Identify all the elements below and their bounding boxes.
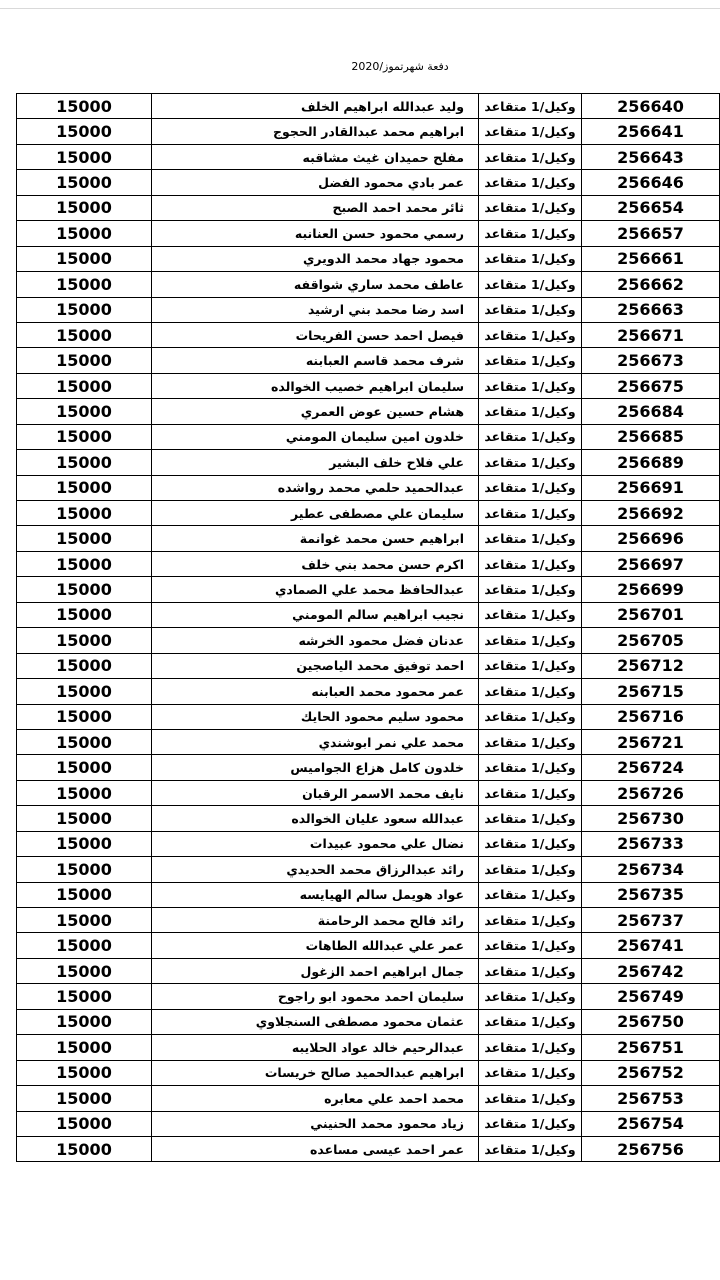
status-cell: وكيل/1 متقاعد (478, 781, 581, 805)
status-cell: وكيل/1 متقاعد (478, 119, 581, 143)
table-row (16, 552, 720, 577)
id-cell: 256712 (581, 654, 719, 678)
status-cell: وكيل/1 متقاعد (478, 730, 581, 754)
name-cell: ابراهيم محمد عبدالقادر الحجوج (151, 119, 478, 143)
id-cell: 256673 (581, 348, 719, 372)
id-cell: 256735 (581, 883, 719, 907)
status-cell: وكيل/1 متقاعد (478, 806, 581, 830)
id-cell: 256699 (581, 577, 719, 601)
id-cell: 256684 (581, 399, 719, 423)
table-row (16, 145, 720, 170)
table-row (16, 94, 720, 119)
amount-cell: 15000 (16, 119, 151, 143)
amount-cell: 15000 (16, 679, 151, 703)
table-row (16, 806, 720, 831)
status-cell: وكيل/1 متقاعد (478, 221, 581, 245)
name-cell: هشام حسين عوض العمري (151, 399, 478, 423)
id-cell: 256643 (581, 145, 719, 169)
table-row (16, 476, 720, 501)
id-cell: 256751 (581, 1035, 719, 1059)
id-cell: 256742 (581, 959, 719, 983)
id-cell: 256749 (581, 984, 719, 1008)
name-cell: عبدالله سعود عليان الخوالده (151, 806, 478, 830)
id-cell: 256641 (581, 119, 719, 143)
status-cell: وكيل/1 متقاعد (478, 247, 581, 271)
status-cell: وكيل/1 متقاعد (478, 196, 581, 220)
amount-cell: 15000 (16, 1061, 151, 1085)
amount-cell: 15000 (16, 526, 151, 550)
status-cell: وكيل/1 متقاعد (478, 552, 581, 576)
amount-cell: 15000 (16, 603, 151, 627)
status-cell: وكيل/1 متقاعد (478, 654, 581, 678)
amount-cell: 15000 (16, 501, 151, 525)
id-cell: 256697 (581, 552, 719, 576)
amount-cell: 15000 (16, 348, 151, 372)
name-cell: اسد رضا محمد بني ارشيد (151, 298, 478, 322)
name-cell: شرف محمد قاسم العبابنه (151, 348, 478, 372)
amount-cell: 15000 (16, 170, 151, 194)
status-cell: وكيل/1 متقاعد (478, 1061, 581, 1085)
table-row (16, 298, 720, 323)
id-cell: 256654 (581, 196, 719, 220)
amount-cell: 15000 (16, 94, 151, 118)
id-cell: 256721 (581, 730, 719, 754)
amount-cell: 15000 (16, 247, 151, 271)
name-cell: عمر بادي محمود الفضل (151, 170, 478, 194)
amount-cell: 15000 (16, 552, 151, 576)
id-cell: 256685 (581, 425, 719, 449)
table-row (16, 857, 720, 882)
id-cell: 256661 (581, 247, 719, 271)
table-row (16, 1137, 720, 1162)
name-cell: وليد عبدالله ابراهيم الخلف (151, 94, 478, 118)
status-cell: وكيل/1 متقاعد (478, 705, 581, 729)
name-cell: عبدالحافظ محمد علي الصمادي (151, 577, 478, 601)
amount-cell: 15000 (16, 399, 151, 423)
id-cell: 256689 (581, 450, 719, 474)
amount-cell: 15000 (16, 450, 151, 474)
table-row (16, 679, 720, 704)
id-cell: 256646 (581, 170, 719, 194)
id-cell: 256675 (581, 374, 719, 398)
id-cell: 256737 (581, 908, 719, 932)
table-row (16, 501, 720, 526)
id-cell: 256752 (581, 1061, 719, 1085)
name-cell: نضال علي محمود عبيدات (151, 832, 478, 856)
id-cell: 256724 (581, 755, 719, 779)
amount-cell: 15000 (16, 933, 151, 957)
status-cell: وكيل/1 متقاعد (478, 883, 581, 907)
amount-cell: 15000 (16, 1112, 151, 1136)
amount-cell: 15000 (16, 832, 151, 856)
table-row (16, 247, 720, 272)
name-cell: خلدون امين سليمان المومني (151, 425, 478, 449)
amount-cell: 15000 (16, 1137, 151, 1161)
status-cell: وكيل/1 متقاعد (478, 374, 581, 398)
id-cell: 256692 (581, 501, 719, 525)
status-cell: وكيل/1 متقاعد (478, 145, 581, 169)
table-row (16, 221, 720, 246)
status-cell: وكيل/1 متقاعد (478, 1086, 581, 1110)
id-cell: 256715 (581, 679, 719, 703)
status-cell: وكيل/1 متقاعد (478, 323, 581, 347)
amount-cell: 15000 (16, 1035, 151, 1059)
table-row (16, 399, 720, 424)
table-row (16, 272, 720, 297)
name-cell: عمر احمد عيسى مساعده (151, 1137, 478, 1161)
page-title: دفعة شهرتموز/2020 (351, 60, 449, 73)
table-row (16, 730, 720, 755)
amount-cell: 15000 (16, 781, 151, 805)
id-cell: 256657 (581, 221, 719, 245)
status-cell: وكيل/1 متقاعد (478, 1112, 581, 1136)
id-cell: 256691 (581, 476, 719, 500)
table-row (16, 959, 720, 984)
table-row (16, 908, 720, 933)
name-cell: عمر علي عبدالله الطاهات (151, 933, 478, 957)
table-row (16, 781, 720, 806)
table-row (16, 1010, 720, 1035)
amount-cell: 15000 (16, 730, 151, 754)
table-row (16, 526, 720, 551)
name-cell: عاطف محمد ساري شواقفه (151, 272, 478, 296)
amount-cell: 15000 (16, 577, 151, 601)
table-row (16, 654, 720, 679)
table-row (16, 755, 720, 780)
name-cell: محمد احمد علي معابره (151, 1086, 478, 1110)
amount-cell: 15000 (16, 705, 151, 729)
name-cell: عبدالحميد حلمي محمد رواشده (151, 476, 478, 500)
id-cell: 256753 (581, 1086, 719, 1110)
amount-cell: 15000 (16, 628, 151, 652)
name-cell: عثمان محمود مصطفى السنجلاوي (151, 1010, 478, 1034)
id-cell: 256696 (581, 526, 719, 550)
table-row (16, 577, 720, 602)
amount-cell: 15000 (16, 374, 151, 398)
table-row (16, 1112, 720, 1137)
table-row (16, 832, 720, 857)
status-cell: وكيل/1 متقاعد (478, 755, 581, 779)
name-cell: فيصل احمد حسن الفريحات (151, 323, 478, 347)
id-cell: 256734 (581, 857, 719, 881)
id-cell: 256750 (581, 1010, 719, 1034)
status-cell: وكيل/1 متقاعد (478, 425, 581, 449)
id-cell: 256733 (581, 832, 719, 856)
table-row (16, 705, 720, 730)
amount-cell: 15000 (16, 425, 151, 449)
status-cell: وكيل/1 متقاعد (478, 679, 581, 703)
status-cell: وكيل/1 متقاعد (478, 501, 581, 525)
status-cell: وكيل/1 متقاعد (478, 399, 581, 423)
status-cell: وكيل/1 متقاعد (478, 577, 581, 601)
amount-cell: 15000 (16, 298, 151, 322)
table-row (16, 1035, 720, 1060)
status-cell: وكيل/1 متقاعد (478, 1035, 581, 1059)
amount-cell: 15000 (16, 908, 151, 932)
table-row (16, 374, 720, 399)
name-cell: زياد محمود محمد الحنيني (151, 1112, 478, 1136)
status-cell: وكيل/1 متقاعد (478, 476, 581, 500)
id-cell: 256701 (581, 603, 719, 627)
amount-cell: 15000 (16, 806, 151, 830)
amount-cell: 15000 (16, 145, 151, 169)
amount-cell: 15000 (16, 755, 151, 779)
amount-cell: 15000 (16, 883, 151, 907)
name-cell: عمر محمود محمد العبابنه (151, 679, 478, 703)
id-cell: 256756 (581, 1137, 719, 1161)
name-cell: محمود سليم محمود الحايك (151, 705, 478, 729)
amount-cell: 15000 (16, 1086, 151, 1110)
status-cell: وكيل/1 متقاعد (478, 450, 581, 474)
amount-cell: 15000 (16, 984, 151, 1008)
id-cell: 256640 (581, 94, 719, 118)
top-divider (0, 8, 720, 9)
id-cell: 256741 (581, 933, 719, 957)
table-row (16, 196, 720, 221)
table-row (16, 603, 720, 628)
amount-cell: 15000 (16, 272, 151, 296)
id-cell: 256662 (581, 272, 719, 296)
amount-cell: 15000 (16, 196, 151, 220)
name-cell: رائد فالح محمد الرحامنة (151, 908, 478, 932)
table-row (16, 933, 720, 958)
amount-cell: 15000 (16, 323, 151, 347)
status-cell: وكيل/1 متقاعد (478, 933, 581, 957)
amount-cell: 15000 (16, 959, 151, 983)
name-cell: سليمان علي مصطفى عطير (151, 501, 478, 525)
status-cell: وكيل/1 متقاعد (478, 1137, 581, 1161)
status-cell: وكيل/1 متقاعد (478, 857, 581, 881)
name-cell: رائد عبدالرزاق محمد الحديدي (151, 857, 478, 881)
id-cell: 256663 (581, 298, 719, 322)
name-cell: خلدون كامل هزاع الجواميس (151, 755, 478, 779)
name-cell: ابراهيم عبدالحميد صالح خريسات (151, 1061, 478, 1085)
name-cell: محمود جهاد محمد الدويري (151, 247, 478, 271)
amount-cell: 15000 (16, 1010, 151, 1034)
amount-cell: 15000 (16, 221, 151, 245)
status-cell: وكيل/1 متقاعد (478, 984, 581, 1008)
table-row (16, 119, 720, 144)
id-cell: 256671 (581, 323, 719, 347)
id-cell: 256716 (581, 705, 719, 729)
name-cell: ابراهيم حسن محمد غوانمة (151, 526, 478, 550)
status-cell: وكيل/1 متقاعد (478, 94, 581, 118)
status-cell: وكيل/1 متقاعد (478, 170, 581, 194)
table-row (16, 883, 720, 908)
status-cell: وكيل/1 متقاعد (478, 1010, 581, 1034)
payroll-table (16, 93, 720, 1162)
name-cell: سليمان ابراهيم خصيب الخوالده (151, 374, 478, 398)
id-cell: 256705 (581, 628, 719, 652)
status-cell: وكيل/1 متقاعد (478, 908, 581, 932)
status-cell: وكيل/1 متقاعد (478, 832, 581, 856)
table-row (16, 323, 720, 348)
name-cell: جمال ابراهيم احمد الزغول (151, 959, 478, 983)
table-row (16, 1086, 720, 1111)
name-cell: رسمي محمود حسن العنانبه (151, 221, 478, 245)
name-cell: عدنان فضل محمود الخرشه (151, 628, 478, 652)
name-cell: محمد علي نمر ابوشندي (151, 730, 478, 754)
table-row (16, 628, 720, 653)
status-cell: وكيل/1 متقاعد (478, 348, 581, 372)
name-cell: نجيب ابراهيم سالم المومني (151, 603, 478, 627)
status-cell: وكيل/1 متقاعد (478, 298, 581, 322)
name-cell: اكرم حسن محمد بني خلف (151, 552, 478, 576)
status-cell: وكيل/1 متقاعد (478, 603, 581, 627)
amount-cell: 15000 (16, 476, 151, 500)
table-row (16, 450, 720, 475)
name-cell: سليمان احمد محمود ابو راجوح (151, 984, 478, 1008)
id-cell: 256730 (581, 806, 719, 830)
status-cell: وكيل/1 متقاعد (478, 272, 581, 296)
table-row (16, 984, 720, 1009)
name-cell: علي فلاح خلف البشير (151, 450, 478, 474)
status-cell: وكيل/1 متقاعد (478, 959, 581, 983)
id-cell: 256754 (581, 1112, 719, 1136)
table-row (16, 170, 720, 195)
amount-cell: 15000 (16, 654, 151, 678)
status-cell: وكيل/1 متقاعد (478, 628, 581, 652)
table-row (16, 1061, 720, 1086)
name-cell: عواد هويمل سالم الهيايسه (151, 883, 478, 907)
amount-cell: 15000 (16, 857, 151, 881)
name-cell: مفلح حميدان غيث مشاقبه (151, 145, 478, 169)
status-cell: وكيل/1 متقاعد (478, 526, 581, 550)
name-cell: ثائر محمد احمد الصبح (151, 196, 478, 220)
id-cell: 256726 (581, 781, 719, 805)
name-cell: نايف محمد الاسمر الرقبان (151, 781, 478, 805)
table-row (16, 425, 720, 450)
table-row (16, 348, 720, 373)
name-cell: احمد توفيق محمد الياصجين (151, 654, 478, 678)
name-cell: عبدالرحيم خالد عواد الحلايبه (151, 1035, 478, 1059)
